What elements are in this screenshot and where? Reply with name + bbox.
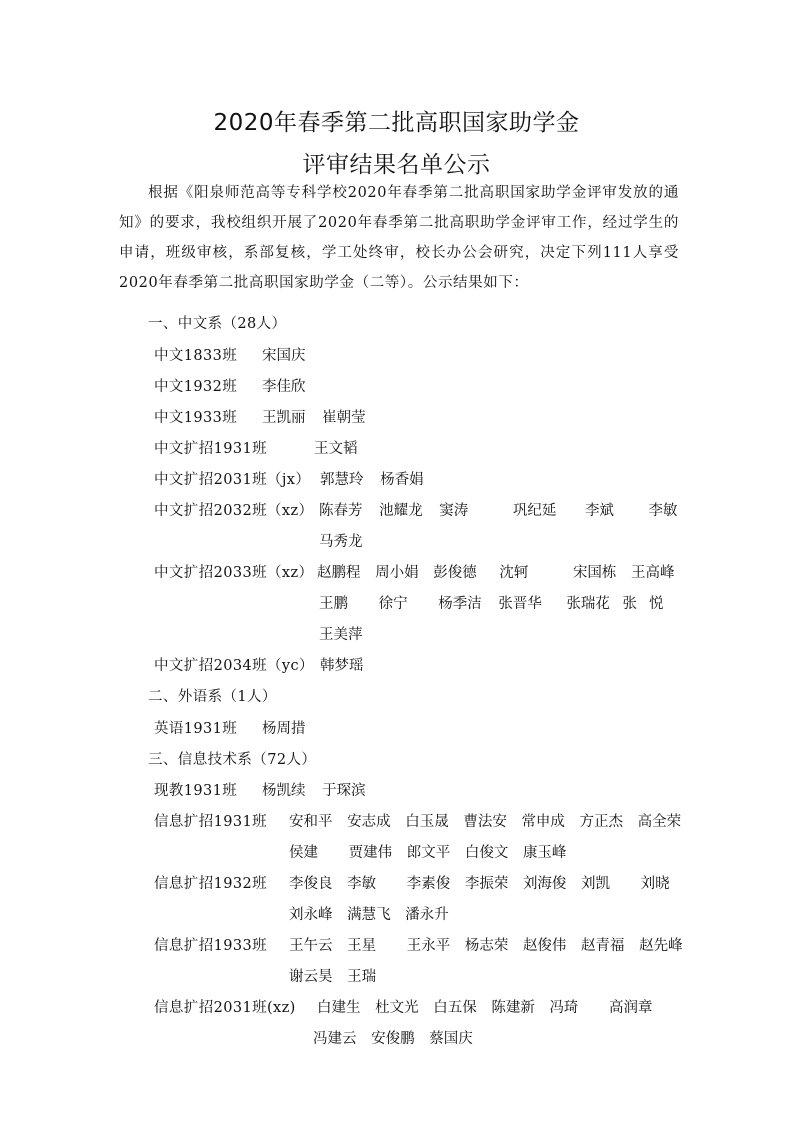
name-list (319, 623, 375, 644)
student-name: 郭慧玲 (320, 472, 364, 488)
student-name: 白五保 (433, 1000, 477, 1016)
name-list (262, 344, 318, 365)
student-name: 池耀龙 (379, 503, 423, 519)
student-name: 杨季洁 (438, 596, 482, 612)
name-list (289, 934, 683, 955)
student-name: 李素俊 (406, 876, 451, 892)
student-name: 高润章 (609, 1000, 653, 1016)
student-name: 赵青福 (581, 938, 625, 954)
name-list (262, 406, 378, 427)
student-name: 陈春芳 (319, 503, 363, 519)
name-list (320, 654, 376, 675)
student-name: 谢云昊 (289, 969, 333, 985)
student-name: 宋国庆 (262, 348, 306, 364)
student-name: 潘永升 (405, 907, 449, 923)
student-name: 彭俊德 (433, 565, 477, 581)
name-list (320, 468, 436, 489)
class-label: 中文扩招2034班（yc） (154, 658, 314, 674)
student-name: 冯琦 (549, 1000, 579, 1016)
student-name: 马秀龙 (319, 534, 363, 550)
student-name: 张瑞花 (566, 596, 610, 612)
student-name: 刘凯 (581, 876, 611, 892)
student-name: 白玉晟 (405, 814, 449, 830)
student-name: 李俊良 (289, 876, 333, 892)
class-label: 现教1931班 (154, 783, 238, 799)
class-label: 中文1932班 (154, 379, 238, 395)
student-name: 李斌 (584, 503, 614, 519)
class-label: 中文扩招1931班 (154, 441, 268, 457)
student-name: 冯建云 (313, 1031, 357, 1047)
student-name: 陈建新 (491, 1000, 535, 1016)
student-name: 王瑞 (347, 969, 377, 985)
student-name: 杨志荣 (464, 938, 509, 954)
student-name: 曹法安 (463, 814, 507, 830)
student-name: 王星 (347, 938, 377, 954)
student-name: 杨凯续 (262, 783, 306, 799)
class-label: 信息扩招1932班 (154, 876, 268, 892)
name-list (313, 1027, 473, 1048)
student-name: 刘海俊 (522, 876, 567, 892)
student-name: 于琛滨 (322, 783, 366, 799)
class-label: 中文1833班 (154, 348, 238, 364)
section-heading-foreign: 二、外语系（1人） (148, 689, 277, 705)
name-list (262, 375, 318, 396)
student-name: 韩梦瑶 (320, 658, 364, 674)
student-name: 赵鹏程 (317, 565, 361, 581)
student-name: 安俊鹏 (371, 1031, 415, 1047)
student-name: 赵俊伟 (522, 938, 567, 954)
student-name: 贾建伟 (348, 845, 393, 861)
class-label: 中文扩招2032班（xz） (154, 503, 314, 519)
student-name: 巩纪延 (512, 503, 557, 519)
student-name: 李敏 (347, 876, 377, 892)
student-name: 侯建 (289, 845, 318, 861)
name-list (317, 561, 675, 582)
student-name: 赵先峰 (639, 938, 683, 954)
student-name: 杨周措 (262, 721, 306, 737)
section-heading-it: 三、信息技术系（72人） (148, 752, 317, 768)
student-name: 徐宁 (378, 596, 408, 612)
class-label: 中文1933班 (154, 410, 238, 426)
student-name: 崔朝莹 (322, 410, 366, 426)
name-list (262, 717, 318, 738)
class-label: 信息扩招1933班 (154, 938, 268, 954)
student-name: 张晋华 (498, 596, 542, 612)
name-list (319, 499, 679, 520)
name-list (314, 437, 370, 458)
class-label: 英语1931班 (154, 721, 238, 737)
student-name: 蔡国庆 (429, 1031, 473, 1047)
student-name: 李振荣 (464, 876, 509, 892)
name-list (289, 841, 566, 862)
student-name: 白建生 (317, 1000, 361, 1016)
student-name: 王美萍 (319, 627, 363, 643)
student-name: 王高峰 (631, 565, 675, 581)
student-name: 王凯丽 (262, 410, 306, 426)
student-name: 王文韬 (314, 441, 358, 457)
student-name: 方正杰 (579, 814, 624, 830)
student-name: 白俊文 (464, 845, 509, 861)
student-name: 宋国栋 (572, 565, 617, 581)
student-name: 安志成 (347, 814, 391, 830)
student-name: 沈轲 (499, 565, 529, 581)
student-name: 刘晓 (640, 876, 670, 892)
student-name: 周小娟 (375, 565, 419, 581)
intro-paragraph: 根据《阳泉师范高等专科学校2020年春季第二批高职国家助学金评审发放的通知》的要求，我校组织开展了2020年春季第二批高职助学金评审工作，经过学生的申请，班级审核，系部复核，学工处终审，校长办公会研究，决定下列111人享受2020年春季第二批高职国家助学金（二等）。公示结果如下： (119, 185, 679, 291)
class-label: 信息扩招1931班 (154, 814, 268, 830)
name-list (289, 965, 376, 986)
title-line-2: 评审结果名单公示 (302, 152, 491, 178)
name-list (289, 872, 670, 893)
student-name: 刘永峰 (289, 907, 333, 923)
name-list (317, 996, 653, 1017)
student-name: 窦涛 (439, 503, 469, 519)
name-list (289, 810, 681, 831)
student-name: 王午云 (289, 938, 333, 954)
student-name: 高全荣 (637, 814, 682, 830)
name-list (319, 592, 676, 613)
student-name: 王鹏 (319, 596, 348, 612)
class-label: 中文扩招2033班（xz） (154, 565, 314, 581)
student-name: 郎文平 (406, 845, 451, 861)
class-label: 信息扩招2031班(xz) (154, 1000, 296, 1016)
section-heading-chinese: 一、中文系（28人） (148, 316, 287, 332)
student-name: 李佳欣 (262, 379, 306, 395)
student-name: 张悦 (622, 596, 676, 612)
student-name: 常申成 (521, 814, 565, 830)
name-list (289, 903, 449, 924)
name-list (319, 530, 375, 551)
student-name: 李敏 (648, 503, 678, 519)
student-name: 王永平 (406, 938, 451, 954)
title-line-1: 2020年春季第二批高职国家助学金 (213, 110, 580, 136)
student-name: 杜文光 (375, 1000, 419, 1016)
student-name: 康玉峰 (522, 845, 567, 861)
student-name: 杨香娟 (380, 472, 424, 488)
student-name: 满慧飞 (347, 907, 391, 923)
student-name: 安和平 (289, 814, 333, 830)
class-label: 中文扩招2031班（jx） (154, 472, 311, 488)
name-list (262, 779, 378, 800)
